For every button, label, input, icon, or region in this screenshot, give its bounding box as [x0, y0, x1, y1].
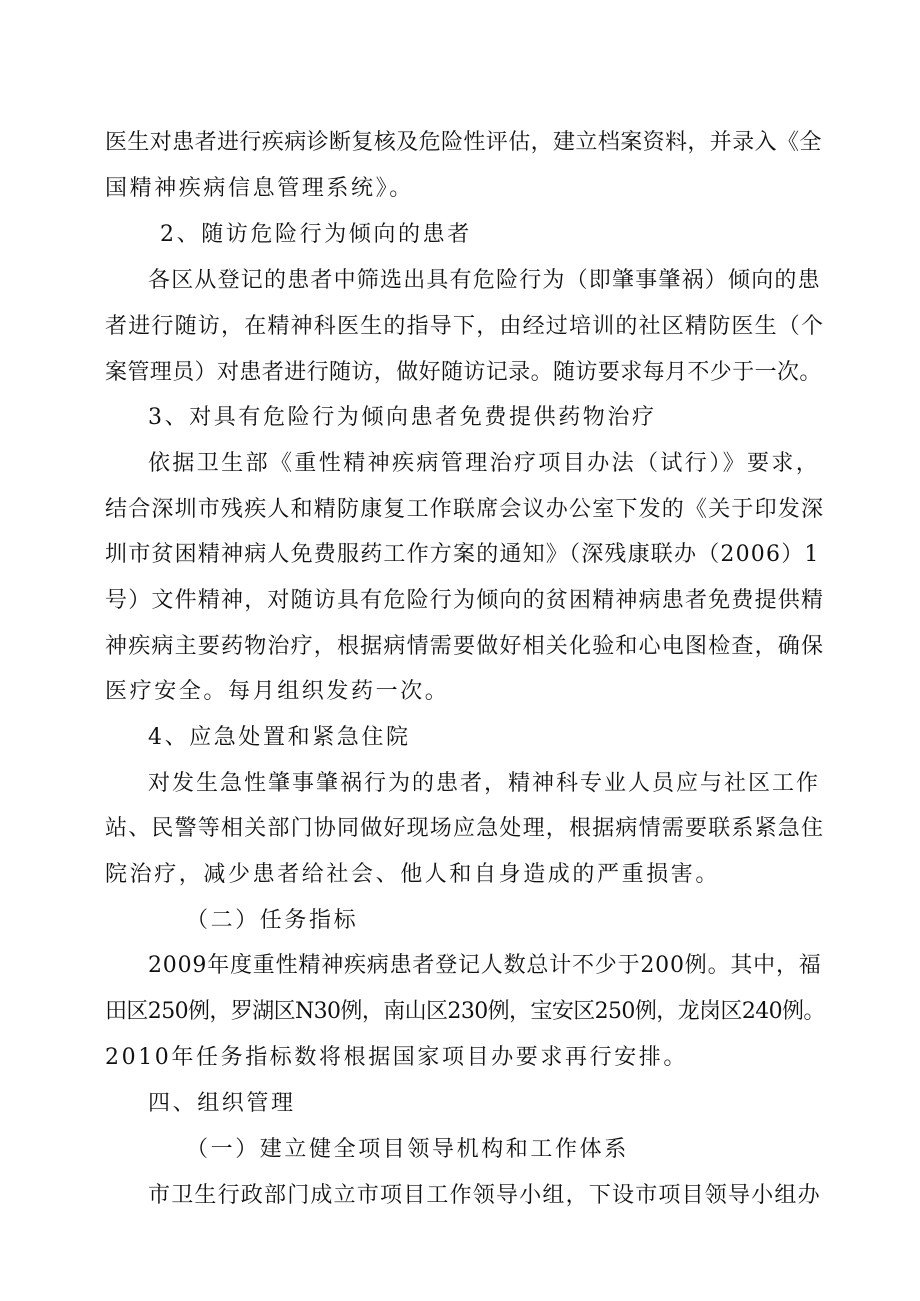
- paragraph-line: 国精神疾病信息管理系统》。: [105, 176, 414, 201]
- paragraph-line: 各区从登记的患者中筛选出具有危险行为（即肇事肇祸）倾向的患: [148, 268, 821, 293]
- section-heading: （一）建立健全项目领导机构和工作体系: [186, 1137, 629, 1162]
- paragraph-line: 圳市贫困精神病人免费服药工作方案的通知》（深残康联办（2006）1: [105, 542, 820, 567]
- paragraph-line: 市卫生行政部门成立市项目工作领导小组，下设市项目领导小组办: [148, 1183, 821, 1208]
- paragraph-line: 号）文件精神，对随访具有危险行为倾向的贫困精神病患者免费提供精: [105, 588, 825, 613]
- section-heading: （二）任务指标: [186, 908, 359, 933]
- paragraph-line: 2009年度重性精神疾病患者登记人数总计不少于200例。其中，福: [148, 953, 822, 978]
- paragraph-line: 医疗安全。每月组织发药一次。: [105, 679, 450, 704]
- paragraph-line: 者进行随访，在精神科医生的指导下，由经过培训的社区精防医生（个: [105, 314, 825, 339]
- paragraph-line: 2010年任务指标数将根据国家项目办要求再行安排。: [105, 1045, 688, 1070]
- paragraph-line: 结合深圳市残疾人和精防康复工作联席会议办公室下发的《关于印发深: [105, 497, 825, 522]
- paragraph-line: 案管理员）对患者进行随访，做好随访记录。随访要求每月不少于一次。: [105, 360, 822, 385]
- section-heading: 4、应急处置和紧急住院: [148, 725, 411, 750]
- paragraph-line: 对发生急性肇事肇祸行为的患者，精神科专业人员应与社区工作: [148, 771, 821, 796]
- paragraph-line: 站、民警等相关部门协同做好现场应急处理，根据病情需要联系紧急住: [105, 816, 825, 841]
- section-heading: 3、对具有危险行为倾向患者免费提供药物治疗: [148, 405, 657, 430]
- paragraph-line: 医生对患者进行疾病诊断复核及危险性评估，建立档案资料，并录入《全: [105, 130, 822, 155]
- section-heading: 四、组织管理: [148, 1091, 296, 1116]
- paragraph-line: 院治疗，减少患者给社会、他人和自身造成的严重损害。: [105, 862, 721, 887]
- paragraph-line: 田区250例，罗湖区N30例，南山区230例，宝安区250例，龙岗区240例。: [105, 999, 825, 1024]
- paragraph-line: 依据卫生部《重性精神疾病管理治疗项目办法（试行）》要求，: [148, 451, 821, 476]
- paragraph-line: 神疾病主要药物治疗，根据病情需要做好相关化验和心电图检查，确保: [105, 634, 825, 659]
- section-heading: 2、随访危险行为倾向的患者: [160, 222, 472, 247]
